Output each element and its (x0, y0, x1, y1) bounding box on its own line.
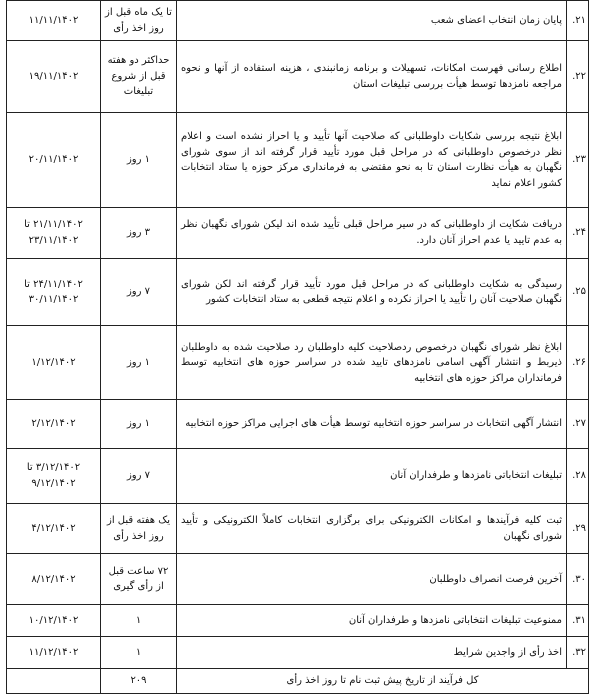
row-date: ۲۱/۱۱/۱۴۰۲ تا ۲۳/۱۱/۱۴۰۲ (7, 208, 101, 259)
election-schedule-table (6, 0, 589, 694)
row-number: ۲۴. (567, 208, 589, 259)
row-number: ۲۹. (567, 503, 589, 554)
row-number: ۲۲. (567, 41, 589, 113)
table-row (7, 326, 589, 400)
row-description: پایان زمان انتخاب اعضای شعب (177, 1, 567, 41)
row-description: ابلاغ نتیجه بررسی شکایات داوطلبانی که صلاحیت آنها تأیید و یا احراز نشده است و اعلام نظر درخصوص داوطلبانی که در مراحل قبل مورد تأیید قرار گرفته اند از سوی شورای نگهبان به هیأت نظارت استان تا به نحو مقتضی به فرمانداری مرکز حوزه یا ستاد انتخابات کشور اعلام نماید (177, 112, 567, 207)
row-number: ۲۳. (567, 112, 589, 207)
row-description: ابلاغ نظر شورای نگهبان درخصوص ردصلاحیت کلیه داوطلبان رد صلاحیت شده به داوطلبان ذیربط و انتشار آگهی اسامی نامزدهای تایید شده در سراسر حوزه های انتخابیه توسط فرمانداران مراکز حوزه های انتخابیه (177, 326, 567, 400)
row-duration: تا یک ماه قبل از روز اخذ رأی (101, 1, 177, 41)
total-days: ۲۰۹ (101, 668, 177, 693)
row-duration: حداکثر دو هفته قبل از شروع تبلیغات (101, 41, 177, 113)
row-date: ۱۱/۱۱/۱۴۰۲ (7, 1, 101, 41)
row-date: ۱۰/۱۲/۱۴۰۲ (7, 605, 101, 637)
row-number: ۳۲. (567, 636, 589, 668)
table-row (7, 503, 589, 554)
row-description: اخذ رأی از واجدین شرایط (177, 636, 567, 668)
row-number: ۲۶. (567, 326, 589, 400)
row-duration: ۱ روز (101, 326, 177, 400)
row-duration: ۱ (101, 636, 177, 668)
row-description: ثبت کلیه فرآیندها و امکانات الکترونیکی برای برگزاری انتخابات کاملاً الکترونیکی و تأیید شورای نگهبان (177, 503, 567, 554)
row-description: تبلیغات انتخاباتی نامزدها و طرفداران آنان (177, 448, 567, 503)
row-duration: ۷ روز (101, 258, 177, 326)
table-row (7, 1, 589, 41)
row-date: ۱/۱۲/۱۴۰۲ (7, 326, 101, 400)
row-number: ۲۷. (567, 400, 589, 449)
table-row (7, 41, 589, 113)
row-number: ۳۱. (567, 605, 589, 637)
table-row (7, 400, 589, 449)
table-row (7, 112, 589, 207)
row-date: ۲۰/۱۱/۱۴۰۲ (7, 112, 101, 207)
row-description: آخرین فرصت انصراف داوطلبان (177, 554, 567, 605)
row-number: ۲۱. (567, 1, 589, 41)
row-description: رسیدگی به شکایت داوطلبانی که در مراحل قبل مورد تأیید قرار گرفته اند لکن شورای نگهبان صلاحیت آنان را تأیید یا احراز نکرده و اعلام نتیجه قطعی به ستاد انتخابات کشور (177, 258, 567, 326)
row-duration: ۳ روز (101, 208, 177, 259)
row-duration: ۷ روز (101, 448, 177, 503)
row-duration: ۱ روز (101, 112, 177, 207)
row-number: ۲۵. (567, 258, 589, 326)
schedule-rows (7, 1, 589, 669)
row-date: ۱۱/۱۲/۱۴۰۲ (7, 636, 101, 668)
table-row (7, 605, 589, 637)
table-row (7, 448, 589, 503)
row-description: دریافت شکایت از داوطلبانی که در سیر مراحل قبلی تأیید شده اند لیکن شورای نگهبان نظر به عدم تایید یا عدم احراز آنان دارد. (177, 208, 567, 259)
total-date-cell (7, 668, 101, 693)
table-row (7, 636, 589, 668)
row-description: ممنوعیت تبلیغات انتخاباتی نامزدها و طرفداران آنان (177, 605, 567, 637)
row-description: اطلاع رسانی فهرست امکانات، تسهیلات و برنامه زمانبندی ، هزینه استفاده از آنها و نحوه مراجعه نامزدها توسط هیأت بررسی تبلیغات استان (177, 41, 567, 113)
row-duration: یک هفته قبل از روز اخذ رأی (101, 503, 177, 554)
row-description: انتشار آگهی انتخابات در سراسر حوزه انتخابیه توسط هیأت های اجرایی مراکز حوزه انتخابیه (177, 400, 567, 449)
row-duration: ۱ روز (101, 400, 177, 449)
table-row (7, 258, 589, 326)
row-date: ۳/۱۲/۱۴۰۲ تا ۹/۱۲/۱۴۰۲ (7, 448, 101, 503)
total-label: کل فرآیند از تاریخ پیش ثبت نام تا روز اخذ رأی (177, 668, 589, 693)
row-duration: ۷۲ ساعت قبل از رأی گیری (101, 554, 177, 605)
schedule-document (6, 0, 589, 694)
table-row (7, 208, 589, 259)
row-duration: ۱ (101, 605, 177, 637)
row-date: ۱۹/۱۱/۱۴۰۲ (7, 41, 101, 113)
total-row (7, 668, 589, 693)
row-date: ۴/۱۲/۱۴۰۲ (7, 503, 101, 554)
row-number: ۲۸. (567, 448, 589, 503)
table-row (7, 554, 589, 605)
row-date: ۲۴/۱۱/۱۴۰۲ تا ۳۰/۱۱/۱۴۰۲ (7, 258, 101, 326)
row-date: ۸/۱۲/۱۴۰۲ (7, 554, 101, 605)
row-date: ۲/۱۲/۱۴۰۲ (7, 400, 101, 449)
row-number: ۳۰. (567, 554, 589, 605)
